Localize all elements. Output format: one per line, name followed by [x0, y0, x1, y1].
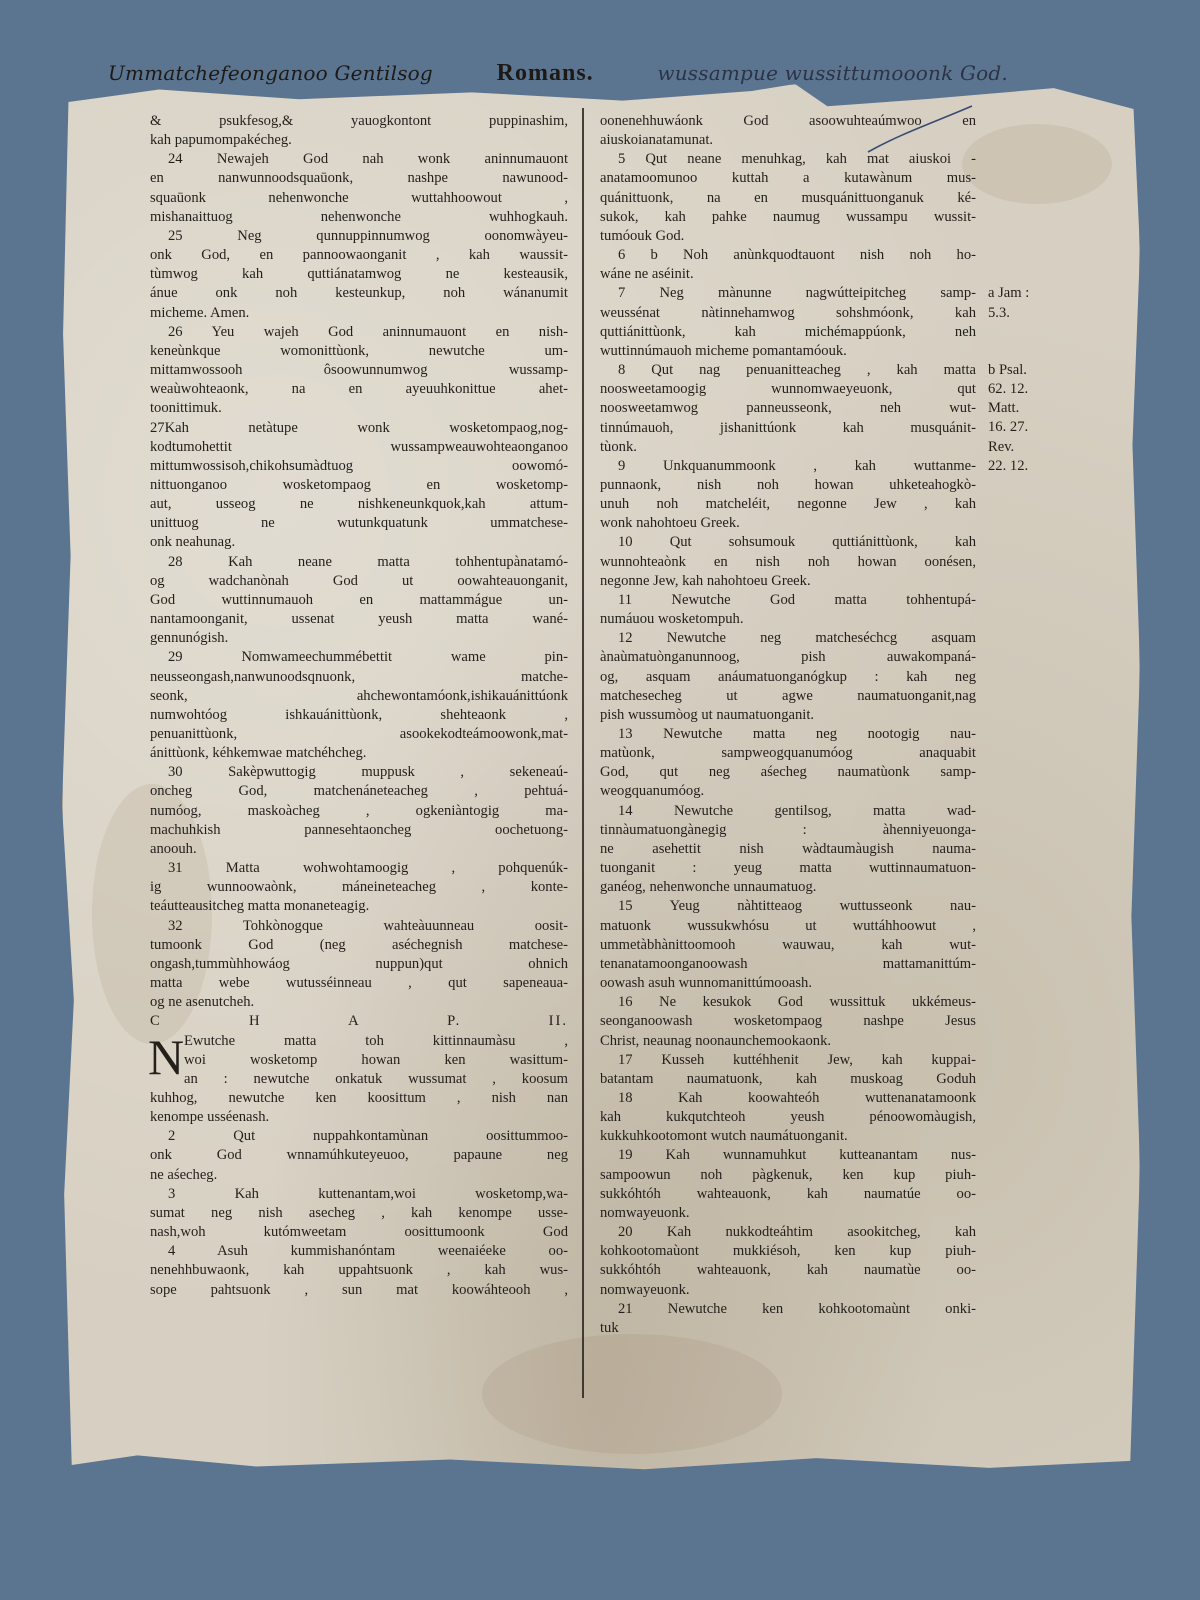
text-line: 25 Neg qunnuppinnumwog oonomwàyeu-: [168, 227, 568, 244]
text-line: quttiánittùonk, kah michémappúonk, neh: [600, 323, 976, 340]
text-line: noosweetamwog panneusseonk, neh wut-: [600, 400, 976, 417]
margin-note: Rev.: [988, 438, 1015, 455]
margin-note: 62. 12.: [988, 381, 1029, 398]
text-line: tinnàumatuongànegig : àhenniyeuonga-: [600, 821, 976, 838]
text-line: Ewutche matta toh kittinnaumàsu ,: [184, 1032, 568, 1049]
text-line: 11 Newutche God matta tohhentupá-: [618, 591, 976, 608]
text-line: sumat neg nish asecheg , kah kenompe usse-: [150, 1204, 568, 1221]
text-line: oncheg God, matchenáneteacheg , pehtuá-: [150, 783, 568, 800]
text-line: 29 Nomwameechummébettit wame pin-: [168, 649, 568, 666]
paper-stain: [482, 1334, 782, 1454]
text-line: kenompe usséenash.: [150, 1109, 270, 1126]
left-column-chapter-text: [150, 1089, 568, 1300]
text-line: kohkootomaùont mukkiésoh, ken kup piuh-: [600, 1243, 976, 1260]
text-line: penuanittùonk, asookekodteámoowonk,mat-: [150, 726, 568, 742]
text-line: unittuog ne wutunkquatunk ummatchese-: [150, 515, 568, 532]
text-line: sukkóhtóh wahteauonk, kah naumatùe oo-: [600, 1262, 976, 1279]
text-line: 28 Kah neane matta tohhentupànatamó-: [168, 553, 568, 570]
text-line: 5 Qut neane menuhkag, kah mat aiuskoi -: [618, 151, 976, 168]
text-line: 8 Qut nag penuanitteacheg , kah matta: [618, 362, 976, 379]
text-line: keneùnkque womonittùonk, newutche um-: [150, 342, 568, 359]
text-line: kah kukqutchteoh yeush pénoowomàugish,: [600, 1109, 976, 1126]
text-line: & psukfesog,& yauogkontont puppinashim,: [150, 113, 568, 129]
margin-note: 22. 12.: [988, 457, 1029, 474]
text-line: micheme. Amen.: [150, 304, 250, 321]
right-column-verses: [600, 112, 976, 1338]
text-line: God, qut neg aśecheg naumatùonk samp-: [600, 764, 976, 781]
text-line: aiuskoianatamunat.: [600, 132, 714, 149]
text-line: 13 Newutche matta neg nootogig nau-: [618, 726, 976, 742]
text-line: 30 Sakèpwuttogig muppusk , sekeneaú-: [168, 764, 568, 781]
text-line: kodtumohettit wussampweauwohteaonganoo: [150, 438, 568, 455]
text-line: nantamoonganit, ussenat yeush matta wané-: [150, 611, 568, 628]
text-line: mittumwossisoh,chikohsumàdtuog oowomó-: [150, 457, 568, 474]
text-line: matuonk wussukwhósu ut wuttáhhoowut ,: [600, 917, 976, 934]
text-line: 9 Unkquanummoonk , kah wuttanme-: [618, 457, 976, 474]
text-line: numwohtóog ishkauánittùonk, shehteaonk ,: [150, 706, 568, 723]
text-line: machuhkish pannesehtaoncheg oochetuong-: [150, 821, 568, 838]
text-line: batantam naumatuonk, kah muskoag Goduh: [600, 1070, 976, 1087]
text-line: numáuou wosketompuh.: [600, 611, 744, 628]
text-line: 27Kah netàtupe wonk wosketompaog,nog-: [150, 419, 568, 436]
text-line: wunnohteaònk en nish noh howan oonésen,: [600, 553, 976, 570]
text-line: ummetàbhànittoomooh wauwau, kah wut-: [600, 936, 976, 953]
drop-cap-lines: [148, 1028, 568, 1089]
text-line: 3 Kah kuttenantam,woi wosketomp,wa-: [168, 1185, 568, 1202]
text-line: matta webe wutusséinneau , qut sapeneaua-: [150, 975, 568, 992]
text-line: nittuonganoo wosketompaog en wosketomp-: [150, 476, 568, 493]
text-line: noosweetamoogig wunnomwaeyeuonk, qut: [600, 381, 976, 398]
running-head-left: Ummatchefeonganoo Gentilsog: [108, 61, 433, 85]
chapter-opening: [148, 1028, 568, 1089]
text-line: kah papumompakécheg.: [150, 132, 292, 149]
text-line: 21 Newutche ken kohkootomaùnt onki-: [618, 1300, 976, 1317]
running-head: [108, 60, 1008, 96]
text-line: tùmwog kah quttiánatamwog ne kesteausik,: [150, 266, 568, 283]
text-line: ganéog, nehenwonche unnaumatuog.: [600, 879, 817, 896]
text-line: Christ, neaunag noonaunchemookaonk.: [600, 1032, 832, 1049]
text-line: tenanatamoonganoowash mattamanittúm-: [600, 955, 976, 972]
text-line: oowash asuh wunnomanittúmooash.: [600, 975, 812, 992]
text-line: weussénat nàtinnehamwog sohshmóonk, kah: [600, 304, 976, 321]
margin-note: Matt.: [988, 400, 1020, 417]
text-line: matchesecheg ut agwe naumatuonganit,nag: [600, 687, 976, 704]
text-line: 6 b Noh anùnkquodtauont nish noh ho-: [618, 247, 976, 264]
text-line: 31 Matta wohwohtamoogig , pohquenúk-: [168, 860, 568, 877]
drop-cap-letter: N: [148, 1028, 185, 1085]
text-line: 17 Kusseh kuttéhhenit Jew, kah kuppai-: [618, 1051, 976, 1068]
text-line: kuhhog, newutche ken koosittum , nish nan: [150, 1089, 568, 1106]
text-line: onk God wnnamúhkuteyeuoo, papaune neg: [150, 1147, 568, 1164]
text-line: 16 Ne kesukok God wussittuk ukkémeus-: [618, 994, 976, 1011]
text-line: onk God, en pannoowaonganit , kah waussit-: [150, 247, 568, 264]
text-line: pish wussumòog ut naumatuonganit.: [600, 706, 815, 723]
text-line: ànaùmatuònganunnoog, pish auwakompaná-: [600, 649, 976, 666]
text-line: 4 Asuh kummishanóntam weenaiéeke oo-: [168, 1243, 568, 1260]
text-line: teáutteausitcheg matta monaneteagig.: [150, 898, 370, 915]
text-line: 7 Neg mànunne nagwútteipitcheg samp-: [618, 285, 976, 302]
text-line: wonk nahohtoeu Greek.: [600, 515, 740, 532]
text-line: onk neahunag.: [150, 534, 236, 551]
text-line: 12 Newutche neg matcheséchcg asquam: [618, 630, 976, 647]
text-line: gennunógish.: [150, 630, 229, 647]
text-line: seonganoowash wosketompaog nashpe Jesus: [600, 1013, 976, 1030]
text-line: en nanwunnoodsquaūonk, nashpe nawunood-: [150, 170, 568, 187]
left-column-verses: [150, 112, 568, 1012]
text-line: nomwayeuonk.: [600, 1204, 690, 1221]
margin-note: 5.3.: [988, 304, 1010, 321]
text-line: tumoonk God (neg aséchegnish matchese-: [150, 936, 568, 953]
text-line: 18 Kah koowahteóh wuttenanatamoonk: [618, 1089, 976, 1106]
text-line: mittamwossooh ôsoowunnumwog wussamp-: [150, 362, 568, 379]
text-line: ne asehettit nish wàdtaumàugish naumа-: [600, 840, 976, 857]
text-line: an : newutche onkatuk wussumat , koosum: [184, 1070, 568, 1087]
text-line: weaùwohteaonk, na en ayeuuhkonittue ahet-: [150, 381, 568, 398]
text-line: og ne asenutcheh.: [150, 994, 255, 1011]
text-line: punnaonk, nish noh howan uhketeahogkò-: [600, 476, 976, 493]
text-line: anoouh.: [150, 840, 197, 857]
margin-note: 16. 27.: [988, 419, 1029, 436]
text-line: oonenehhuwáonk God asoowuhteaúmwoo en: [600, 113, 976, 129]
text-line: squaūonk nehenwonche wuttahhoowout ,: [150, 189, 568, 206]
text-line: neusseongash,nanwunoodsqnuonk, matche-: [150, 668, 568, 685]
text-line: unuh noh matcheléit, negonne Jew , kah: [600, 496, 976, 513]
chapter-heading: C H A P. II.: [150, 1013, 568, 1030]
margin-note: a Jam :: [988, 285, 1030, 302]
text-line: 20 Kah nukkodteáhtim asookitcheg, kah: [618, 1224, 976, 1241]
text-line: 10 Qut sohsumouk quttiánittùonk, kah: [618, 534, 976, 551]
text-line: anatamoomunoo kuttah a kutawànum mus-: [600, 170, 976, 187]
text-line: nenehhbuwaonk, kah uppahtsuonk , kah wus-: [150, 1262, 568, 1279]
text-line: ne aśecheg.: [150, 1166, 218, 1183]
text-line: sukkóhtóh wahteauonk, kah naumatúe oo-: [600, 1185, 976, 1202]
text-line: sope pahtsuonk , sun mat koowáhteooh ,: [150, 1281, 568, 1298]
text-line: sampoowun noh pàgkenuk, ken kup piuh-: [600, 1166, 976, 1183]
text-line: tùonk.: [600, 438, 637, 455]
text-line: sukok, kah pahke naumug wussampu wussit-: [600, 208, 976, 225]
text-line: ig wunnoowaònk, máneineteacheg , konte-: [150, 879, 568, 896]
text-line: God wuttinnumauoh en mattammágue un-: [150, 591, 568, 608]
margin-note: b Psal.: [988, 361, 1027, 378]
text-line: tuonganit : yeug matta wuttinnaumatuon-: [600, 860, 976, 877]
text-line: negonne Jew, kah nahohtoeu Greek.: [600, 572, 811, 589]
text-line: quánittuonk, na en musquánittuonganuk ké-: [600, 189, 976, 206]
text-line: weogquanumóog.: [600, 783, 705, 800]
text-line: aut, usseog ne nishkeneunkquok,kah attum-: [150, 496, 568, 513]
paper-stain: [962, 124, 1112, 204]
running-head-book-title: Romans.: [496, 60, 594, 86]
text-line: kukkuhkootomont wutch naumátuonganit.: [600, 1128, 848, 1145]
text-line: og wadchanònah God ut oowahteauonganit,: [150, 572, 568, 589]
text-line: woi wosketomp howan ken wasittum-: [184, 1051, 568, 1068]
text-line: 2 Qut nuppahkontamùnan oosittummoo-: [168, 1128, 568, 1145]
text-line: ongash,tummùhhowáog nuppun)qut ohnich: [150, 955, 568, 972]
running-head-right-handwritten: wussampue wussittumooonk God.: [657, 61, 1008, 85]
text-line: wuttinnúmauoh micheme pomantamóouk.: [600, 342, 847, 359]
text-line: toonittimuk.: [150, 400, 222, 417]
text-line: seonk, ahchewontamóonk,ishikauánittúonk: [150, 687, 568, 704]
text-line: wáne ne aséinit.: [600, 266, 694, 283]
text-line: mishanaittuog nehenwonche wuhhogkauh.: [150, 208, 568, 225]
left-column: [150, 112, 568, 1300]
text-line: tuk: [600, 1319, 619, 1336]
text-line: nash,woh kutómweetam oosittumoonk God: [150, 1224, 568, 1241]
text-line: 26 Yeu wajeh God aninnumauont en nish-: [168, 323, 568, 340]
text-line: numóog, maskoàcheg , ogkeniàntogig ma-: [150, 802, 568, 819]
text-line: og, asquam anáumatuonganógkup : kah neg: [600, 668, 976, 685]
text-line: 14 Newutche gentilsog, matta wad-: [618, 802, 976, 819]
text-line: 15 Yeug nàhtitteaog wuttusseonk nau-: [618, 898, 976, 915]
text-line: nomwayeuonk.: [600, 1281, 690, 1298]
text-line: ánittùonk, kéhkemwae matchéhcheg.: [150, 745, 367, 762]
text-line: 32 Tohkònogque wahteàuunneau oosit-: [168, 917, 568, 934]
text-line: matùonk, sampweogquanumóog anaquabit: [600, 745, 976, 762]
text-line: ánue onk noh kesteunkup, noh wánanumit: [150, 285, 568, 302]
right-column: [600, 112, 976, 1338]
text-line: 19 Kah wunnamuhkut kutteanantam nus-: [618, 1147, 976, 1164]
text-line: 24 Newajeh God nah wonk aninnumauont: [168, 151, 568, 168]
text-line: tinnúmauoh, jishanittúonk kah musquánit-: [600, 419, 976, 436]
column-divider-rule: [582, 108, 584, 1398]
text-line: tumóouk God.: [600, 227, 685, 244]
